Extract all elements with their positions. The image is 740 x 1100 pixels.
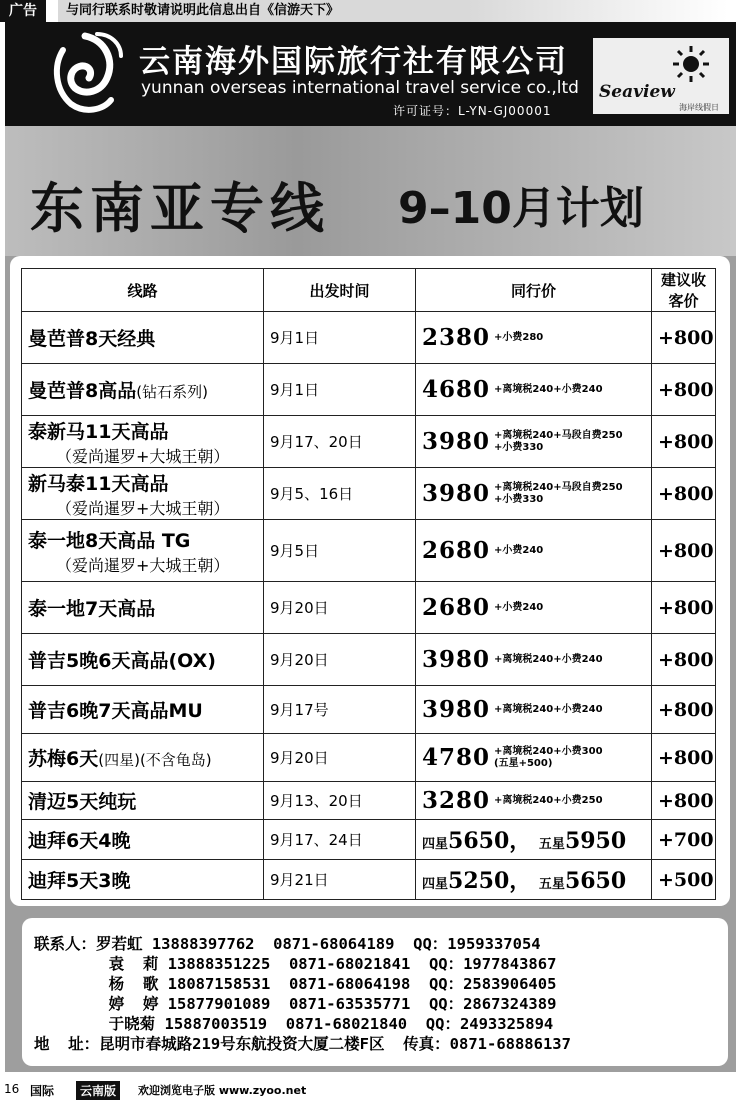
price-note: +离境税240+小费250 xyxy=(494,794,603,806)
trade-price: 3980 xyxy=(422,696,491,723)
five-star-price: 5650 xyxy=(564,868,627,894)
price-cell xyxy=(416,686,652,734)
route-name: 清迈5天纯玩 xyxy=(28,791,137,813)
company-header xyxy=(5,22,736,126)
route-cell xyxy=(22,734,264,782)
contact-box xyxy=(22,918,728,1066)
price-cell xyxy=(416,312,652,364)
star-label: 五星 xyxy=(538,837,565,852)
trade-price: 3980 xyxy=(422,480,491,507)
route-name: 普吉6晚7天高品MU xyxy=(28,700,203,722)
route-cell xyxy=(22,686,264,734)
route-name: 泰一地8天高品 TG xyxy=(28,529,191,552)
header-price: 同行价 xyxy=(416,269,652,312)
suggested-price: +800 xyxy=(652,686,716,734)
trade-price: 3980 xyxy=(422,646,491,673)
page-footer xyxy=(0,1076,740,1100)
page-number: 16 xyxy=(4,1082,20,1096)
price-cell xyxy=(416,782,652,820)
price-note: +离境税240+小费240 xyxy=(494,383,603,395)
table-row xyxy=(22,734,716,782)
price-cell xyxy=(416,582,652,634)
website-link[interactable]: 欢迎浏览电子版 www.zyoo.net xyxy=(138,1084,307,1097)
header-date: 出发时间 xyxy=(264,269,416,312)
star-label: 四星 xyxy=(422,877,449,892)
header-suggested-price: 建议收客价 xyxy=(652,269,716,312)
route-name: 泰一地7天高品 xyxy=(28,598,156,620)
trade-price: 2680 xyxy=(422,537,491,564)
price-cell xyxy=(416,364,652,416)
departure-date: 9月21日 xyxy=(264,860,416,900)
route-cell xyxy=(22,634,264,686)
price-cell xyxy=(416,860,652,900)
table-row xyxy=(22,634,716,686)
table-row xyxy=(22,860,716,900)
departure-date: 9月17、24日 xyxy=(264,820,416,860)
price-cell xyxy=(416,520,652,582)
address-line: 地 址：昆明市春城路219号东航投资大厦二楼F区 传真：0871-68886137 xyxy=(34,1035,571,1053)
departure-date: 9月5日 xyxy=(264,520,416,582)
route-cell xyxy=(22,582,264,634)
table-header-row xyxy=(22,269,716,312)
sun-icon xyxy=(671,44,711,84)
price-note: +离境税240+小费240 xyxy=(494,653,603,665)
trade-price: 3980 xyxy=(422,428,491,455)
price-cell xyxy=(416,820,652,860)
table-row xyxy=(22,416,716,468)
schedule-title: 9–10月计划 xyxy=(398,183,644,234)
route-note: (钻石系列) xyxy=(136,383,208,401)
route-name: 曼芭普8高品(钻石系列) xyxy=(28,380,208,402)
price-note: +离境税240+小费240 xyxy=(494,703,603,715)
departure-date: 9月20日 xyxy=(264,734,416,782)
trade-price: 4780 xyxy=(422,744,491,771)
top-banner xyxy=(0,0,740,22)
partner-logo xyxy=(593,38,729,114)
banner-fade xyxy=(468,0,728,22)
edition-badge: 云南版 xyxy=(76,1081,120,1100)
five-star-price: 5950 xyxy=(564,828,627,854)
departure-date: 9月1日 xyxy=(264,364,416,416)
route-name: 普吉5晚6天高品(OX) xyxy=(28,650,216,672)
price-note: +离境税240+马段自费250 +小费330 xyxy=(494,481,623,505)
price-cell xyxy=(416,416,652,468)
table-row xyxy=(22,312,716,364)
suggested-price: +800 xyxy=(652,364,716,416)
route-cell xyxy=(22,782,264,820)
suggested-price: +800 xyxy=(652,634,716,686)
star-label: 五星 xyxy=(538,877,565,892)
trade-price: 2380 xyxy=(422,324,491,351)
table-row xyxy=(22,820,716,860)
route-cell xyxy=(22,860,264,900)
suggested-price: +800 xyxy=(652,782,716,820)
departure-date: 9月1日 xyxy=(264,312,416,364)
contact-line: 于晓菊 15887003519 0871-68021840 QQ：2493325894 xyxy=(34,1015,554,1033)
price-cell xyxy=(416,634,652,686)
partner-logo-text: Seaview xyxy=(599,82,675,102)
contact-line: 婷 婷 15877901089 0871-63535771 QQ：2867324389 xyxy=(34,995,557,1013)
suggested-price: +800 xyxy=(652,312,716,364)
departure-date: 9月13、20日 xyxy=(264,782,416,820)
route-name: 迪拜6天4晚 xyxy=(28,830,131,852)
suggested-price: +800 xyxy=(652,520,716,582)
company-logo-icon xyxy=(45,30,125,118)
table-row xyxy=(22,468,716,520)
table-row xyxy=(22,520,716,582)
contact-line: 袁 莉 13888351225 0871-68021841 QQ：1977843867 xyxy=(34,955,557,973)
price-cell xyxy=(416,468,652,520)
departure-date: 9月17、20日 xyxy=(264,416,416,468)
table-row xyxy=(22,686,716,734)
table-row xyxy=(22,782,716,820)
star-label: 四星 xyxy=(422,837,449,852)
table-row xyxy=(22,582,716,634)
suggested-price: +500 xyxy=(652,860,716,900)
suggested-price: +800 xyxy=(652,734,716,782)
price-note: +离境税240+小费300 (五星+500) xyxy=(494,745,603,769)
suggested-price: +700 xyxy=(652,820,716,860)
four-star-price: 5250， xyxy=(448,868,532,894)
four-star-price: 5650， xyxy=(448,828,532,854)
license-number: 许可证号：L-YN-GJ00001 xyxy=(393,104,552,118)
route-cell xyxy=(22,820,264,860)
header-route: 线路 xyxy=(22,269,264,312)
route-name: 新马泰11天高品 xyxy=(28,472,169,495)
section-label: 国际 xyxy=(30,1084,55,1098)
route-subtitle: （爱尚暹罗+大城王朝） xyxy=(56,498,230,518)
company-name-en: yunnan overseas international travel service co.,ltd xyxy=(141,78,579,98)
trade-price: 2680 xyxy=(422,594,491,621)
route-name: 迪拜5天3晚 xyxy=(28,870,131,892)
route-subtitle: （爱尚暹罗+大城王朝） xyxy=(56,555,230,575)
route-name: 苏梅6天(四星)(不含龟岛) xyxy=(28,748,212,770)
table-row xyxy=(22,364,716,416)
route-note: (四星)(不含龟岛) xyxy=(98,751,212,769)
suggested-price: +800 xyxy=(652,416,716,468)
partner-logo-subtext: 海岸线假日 xyxy=(679,103,719,112)
route-name: 曼芭普8天经典 xyxy=(28,328,156,350)
source-notice: 与同行联系时敬请说明此信息出自《信游天下》 xyxy=(58,0,468,22)
suggested-price: +800 xyxy=(652,468,716,520)
ad-label: 广告 xyxy=(0,0,46,22)
route-cell xyxy=(22,416,264,468)
route-table xyxy=(21,268,716,900)
company-name-cn: 云南海外国际旅行社有限公司 xyxy=(139,44,568,80)
route-cell xyxy=(22,364,264,416)
departure-date: 9月17号 xyxy=(264,686,416,734)
departure-date: 9月20日 xyxy=(264,582,416,634)
route-cell xyxy=(22,468,264,520)
departure-date: 9月20日 xyxy=(264,634,416,686)
suggested-price: +800 xyxy=(652,582,716,634)
price-cell xyxy=(416,734,652,782)
price-note: +小费240 xyxy=(494,544,544,556)
page-title: 东南亚专线 xyxy=(30,176,330,240)
contact-line: 联系人：罗若虹 13888397762 0871-68064189 QQ：1959337054 xyxy=(34,935,541,953)
trade-price: 4680 xyxy=(422,376,491,403)
route-cell xyxy=(22,520,264,582)
route-subtitle: （爱尚暹罗+大城王朝） xyxy=(56,446,230,466)
price-note: +小费240 xyxy=(494,601,544,613)
route-name: 泰新马11天高品 xyxy=(28,420,169,443)
route-cell xyxy=(22,312,264,364)
trade-price: 3280 xyxy=(422,787,491,814)
price-note: +小费280 xyxy=(494,331,544,343)
price-note: +离境税240+马段自费250 +小费330 xyxy=(494,429,623,453)
departure-date: 9月5、16日 xyxy=(264,468,416,520)
contact-line: 杨 歌 18087158531 0871-68064198 QQ：2583906405 xyxy=(34,975,557,993)
